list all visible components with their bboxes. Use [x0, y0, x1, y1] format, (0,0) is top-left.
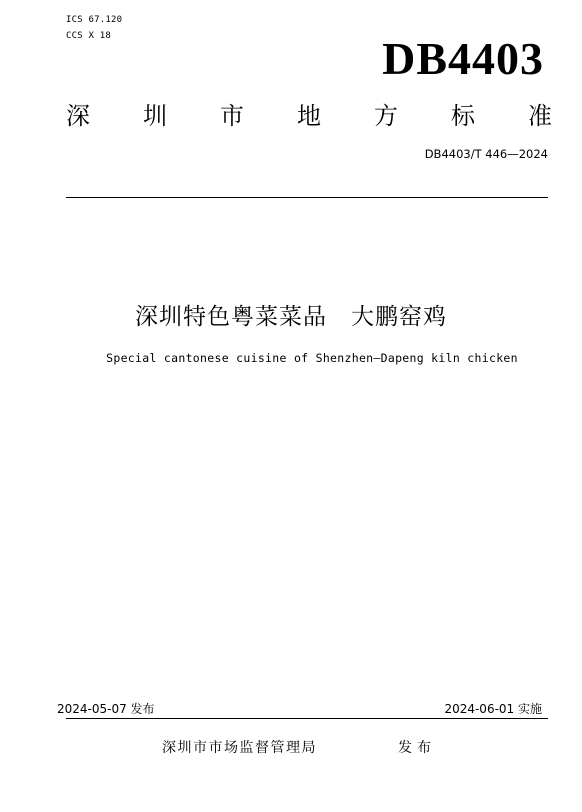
ccs-code: CCS X 18 [66, 31, 111, 41]
standard-type-char: 深 [66, 102, 90, 130]
standard-type-char: 市 [220, 102, 244, 130]
standard-mark: DB4403 [382, 33, 544, 84]
issuer-name: 深圳市市场监督管理局 [162, 740, 317, 756]
footer-divider [66, 718, 548, 719]
issue-date: 2024-05-07 发布 [57, 702, 155, 716]
standard-type [66, 102, 552, 130]
title-chinese: 深圳特色粤菜菜品 大鹏窑鸡 [135, 304, 447, 330]
title-english: Special cantonese cuisine of Shenzhen—Dapeng kiln chicken [106, 351, 518, 365]
standard-type-char: 地 [297, 102, 321, 130]
header-divider [66, 197, 548, 198]
standard-number: DB4403/T 446—2024 [424, 147, 548, 161]
standard-type-char: 标 [451, 102, 475, 130]
standard-type-char: 方 [374, 102, 398, 130]
standard-type-char: 准 [528, 102, 552, 130]
implementation-date: 2024-06-01 实施 [444, 702, 542, 716]
standard-type-char: 圳 [143, 102, 167, 130]
ics-code: ICS 67.120 [66, 15, 123, 25]
issue-label: 发布 [398, 740, 436, 756]
